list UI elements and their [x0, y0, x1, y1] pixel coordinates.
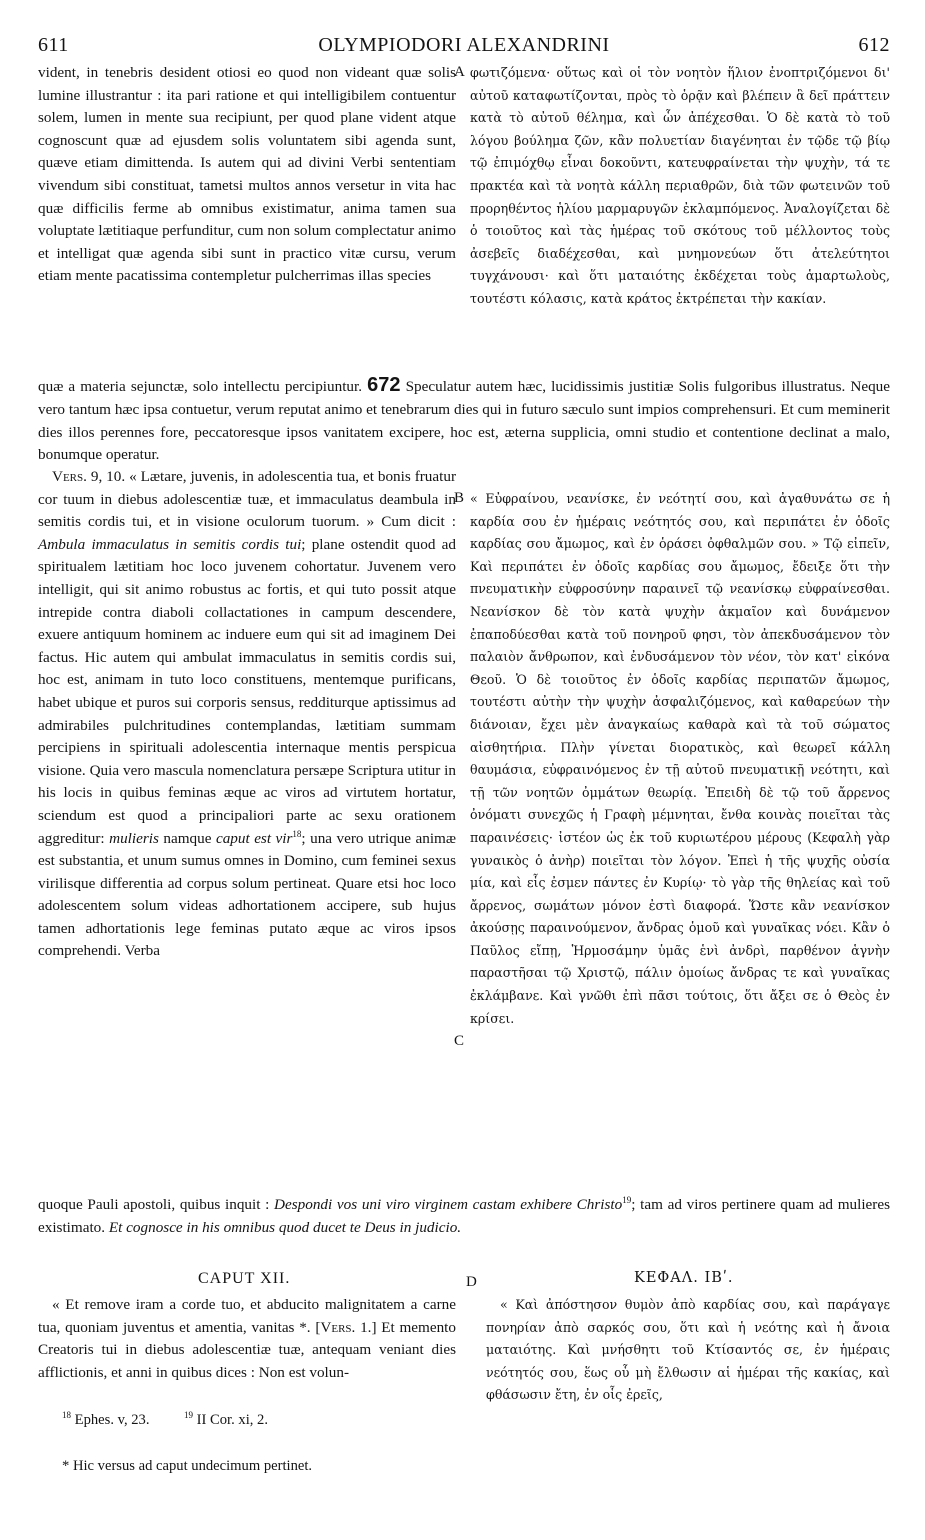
- greek-column-b: [470, 488, 890, 1194]
- running-head: [38, 34, 890, 60]
- vers-ref: 9, 10.: [86, 468, 130, 485]
- caput-latin-star: *: [294, 1318, 307, 1336]
- footnote-19: [184, 1412, 268, 1429]
- column-number-672: 672: [367, 374, 401, 396]
- latin-column-a: [38, 62, 456, 378]
- caput-latin-paragraph: [38, 1294, 456, 1384]
- caput-greek-paragraph: « Καὶ ἀπόστησον θυμὸν ἀπὸ καρδίας σου, καὶ παράγαγε πονηρίαν ἀπὸ σαρκός σου, ὅτι καὶ ἡ νεότης καὶ ἡ ἄνοια ματαιότης. Καὶ μνήσθητι τοῦ Κτίσαντός σε, ἐν ἡμέραις νεότητός σου, ἕως οὗ μὴ ἔλθωσιν αἱ ἡμέραι τῆς κακίας, καὶ φθάσωσιν ἔτη, ἐν οἷς ἐρεῖς,: [486, 1297, 890, 1403]
- latin-b-text-2: ; plane ostendit quod ad spiritualem lætitiam hoc loco juvenem cohortatur. Juvenem vero intelligit, qui sit animo robustus ac fortis, et qui tuto possit atque intrepide contra diaboli collactationes in campum descendere, exuere antiquum hominem ac induere eum qui sit ad imaginem Dei factus. Hic autem qui ambulat immaculatus in semitis cordis sui, hoc est, animam in tuto loco constituens, mentemque purificans, habet ubique et puros sui corporis sensus, redditurque aptissimus ad admirabiles pulchritudines contemplandas, lætitiam summam percipiens in spirituali adolescentia internaque mentis perspicua visione. Quia vero mascula nomenclatura persæpe Scriptura utitur in his locis in quibus feminas æque ac viros ad virtutem hortatur, sciendum est quod a principaliori parte ac sexu orationem aggreditur:: [38, 535, 456, 847]
- footnote-ref-19[interactable]: 19: [622, 1194, 632, 1205]
- section-marker-b: B: [454, 490, 465, 506]
- fullwidth-1-after: Speculatur autem hæc, lucidissimis justitiæ Solis fulgoribus illustratus. Neque vero tantum hæc ipsa contuetur, verum reputat animo et tenebrarum dies qui in futuro sæculo sunt impios comprehensuri. Et cum meminerit dies illos perennes fore, peccatoresque ipsos vanitatem excipere, hoc est, æterna supplicia, omni studio et contentione declinat a malo, bonumque operatur.: [38, 378, 891, 464]
- caput-latin-text-3: 1.] Et memento Creatoris tui in diebus adolescentiæ tuæ, antequam veniant dies afflictionis, et anni in quibus dices : Non est volun-: [38, 1318, 456, 1381]
- left-column-number: 611: [38, 34, 69, 56]
- footnote-19-text: II Cor. xi, 2.: [193, 1412, 268, 1428]
- latin-b-italic-2: mulieris: [109, 829, 159, 847]
- footnote-18: [62, 1412, 150, 1429]
- right-column-number: 612: [858, 34, 890, 56]
- footnote-18-text: Ephes. v, 23.: [71, 1412, 150, 1428]
- latin-paragraph-b: [38, 466, 456, 963]
- section-marker-d: D: [466, 1274, 477, 1290]
- section-marker-c: C: [454, 1033, 465, 1049]
- fullwidth-2-italic: Despondi vos uni viro virginem castam exhibere Christo: [274, 1196, 623, 1213]
- footnote-19-number: 19: [184, 1410, 193, 1421]
- section-marker-a: A: [454, 64, 465, 80]
- fullwidth-2-italic-2: Et cognosce in his omnibus quod ducet te Deus in judicio.: [108, 1218, 462, 1236]
- latin-b-text-1: « Lætare, juvenis, in adolescentia tua, et bonis fruatur cor tuum in diebus adolescentiæ tuæ, et immaculatus deambula in semitis cordis tui, et in visione oculorum tuorum. » Cum dicit :: [38, 468, 457, 531]
- fullwidth-2-mid: ; tam ad viros pertinere quam ad mulieres existimato.: [38, 1196, 890, 1236]
- footnote-ref-18[interactable]: 18: [292, 828, 302, 839]
- caput-latin-heading: CAPUT XII.: [198, 1270, 291, 1287]
- latin-b-text-3: namque: [158, 829, 216, 847]
- caput-greek-column: [486, 1294, 890, 1403]
- latin-b-italic-1: Ambula immaculatus in semitis cordis tui: [38, 535, 302, 553]
- caput-latin-text-2: . [: [306, 1318, 321, 1336]
- caput-latin-text-1: « Et remove iram a corde tuo, et abducito malignitatem a carne tua, quoniam juventus et amentia, vanitas: [38, 1296, 456, 1336]
- greek-column-a: [470, 62, 890, 378]
- footnote-star: * Hic versus ad caput undecimum pertinet.: [62, 1458, 313, 1474]
- fullwidth-2-before: quoque Pauli apostoli, quibus inquit :: [38, 1196, 275, 1213]
- vers-label: Vers.: [52, 468, 87, 485]
- greek-paragraph-a: φωτιζόμενα· οὕτως καὶ οἱ τὸν νοητὸν ἥλιον ἐνοπτριζόμενοι δι' αὐτοῦ καταφωτίζονται, πρὸς τὸ ὁρᾷν καὶ βλέπειν ἃ δεῖ πράττειν κατὰ τὸ αὐτοῦ θέλημα, καὶ ὧν ἀπέχεσθαι. Ὁ δὲ κατὰ τὸ τοῦ λόγου βούλημα ζῶν, κἂν πολυετίαν διαγένηται ἐν τῷδε τῷ βίῳ τῷ ἐπιμόχθῳ εἶναι δοκοῦντι, κατευφραίνεται τὴν ψυχὴν, τά τε πρακτέα καὶ τὰ νοητὰ κάλλη περιαθρῶν, διὰ τῶν φωτεινῶν τοῦ προρηθέντος ἡλίου μαρμαρυγῶν ἐκλαμπόμενος. Ἀναλογίζεται δὲ ὁ τοιοῦτος καὶ τὰς ἡμέρας τοῦ σκότους τοῦ μέλλοντος τοὺς ἀσεβεῖς διαδέχεσθαι, καὶ μνημονεύων ὅτι ἀτελεύτητοι τυγχάνουσι· καὶ ὅτι ματαιότης ἐκδέχεται τοὺς ἁμαρτωλοὺς, τουτέστι κόλασις, κατὰ κράτος ἐκτρέπεται τὴν κακίαν.: [470, 65, 890, 306]
- latin-fullwidth-1: [38, 374, 890, 466]
- caput-latin-column: [38, 1294, 456, 1386]
- latin-paragraph-a: vident, in tenebris desident otiosi eo quod non videant quæ solis lumine illustrantur : ita pari ratione et qui intelligibilem contuentur solem, lumen in mente sua recipiunt, per quod plane vident atque cognoscunt quæ ad ejusdem solis voluntatem sibi agenda sunt, quæve etiam dimittenda. Is autem qui ad divini Verbi sententiam vivendum sibi constituat, tametsi multos annos versetur in vita hac quæ difficilis ferme ab omnibus existimatur, anima tamen sua voluptate lætitiaque perfunditur, cum non solum complectatur animo et intelligat quæ agenda sibi sunt in practico vitæ cursu, verum etiam mente pacatissima contempletur pulcherrimas illas species: [38, 64, 456, 285]
- running-title: OLYMPIODORI ALEXANDRINI: [318, 34, 610, 56]
- footnote-18-number: 18: [62, 1410, 71, 1421]
- latin-column-b: [38, 466, 456, 1194]
- fullwidth-1-before: quæ a materia sejunctæ, solo intellectu percipiuntur.: [38, 378, 363, 395]
- latin-b-text-4: ; una vero utrique animæ est substantia, et unum sumus omnes in Domino, cum feminei sexus virilisque differentia ad corpus solum pertineat. Quare etsi hoc loco adolescentem solum videas adhortationem accipere, sub hujus tamen adhortationis lege feminas putato æque ac viros ipsos comprehendi. Verba: [38, 829, 457, 960]
- greek-paragraph-b: « Εὐφραίνου, νεανίσκε, ἐν νεότητί σου, καὶ ἀγαθυνάτω σε ἡ καρδία σου ἐν ἡμέραις νεότητός σου, καὶ περιπάτει ἐν ὁδοῖς καρδίας σου ἄμωμος, καὶ ἐν ὁράσει ὀφθαλμῶν σου. » Τῷ εἰπεῖν, Καὶ περιπάτει ἐν ὁδοῖς καρδίας σου ἄμωμος, ἔδειξε ὅτι τὴν πνευματικὴν εὐφροσύνην παραινεῖ τῷ νεανίσκῳ εὐφραίνεσθαι. Νεανίσκον δὲ τὸν κατὰ ψυχὴν ἀκμαῖον καὶ δυνάμενον ἐπαποδύεσθαι κατὰ τοῦ πονηροῦ φησι, τὸν ἀπεκδυσάμενον τὸν παλαιὸν ἄνθρωπον, καὶ ἐνδυσάμενον τὸν νέον, τὸν κατ' εἰκόνα Θεοῦ. Ὁ δὲ τοιοῦτος ἐν ὁδοῖς καρδίας περιπατῶν ἄμωμος, τουτέστι αὐτὴν τὴν ψυχὴν ἀσφαλιζόμενος, καὶ καθαρεύων τὴν διάνοιαν, ἔχει μὲν ἀναγκαίως καθαρὰ καὶ τὰ τοῦ σώματος αἰσθητήρια. Πλὴν γίνεται διορατικὸς, καὶ θεωρεῖ κάλλη θαυμάσια, εὐφραινόμενος ἐν τῇ αὐτοῦ πνευματικῇ νεότητι, καὶ τῇ τῶν νοητῶν ὀμμάτων θεωρίᾳ. Ἐπειδὴ δὲ τῷ τοῦ ἄρρενος ὀνόματι συνεχῶς ἡ Γραφὴ μέμνηται, ἔνθα κοινὰς ποιεῖται τὰς παραινέσεις· ἰστέον ὡς ἐκ τοῦ κυριωτέρου μέρους (Κεφαλὴ γὰρ γυναικὸς ὁ ἀνὴρ) ποιεῖται τὸν λόγον. Ἐπεὶ ἡ τῆς ψυχῆς οὐσία μία, καὶ εἷς ἐσμεν πάντες ἐν Κυρίῳ· τὸ γὰρ τῆς θηλείας καὶ τοῦ ἄρρενος, σωμάτων μόνον ἐστὶ διαφορά. Ὥστε κἂν νεανίσκον ἀκούσῃς παραινούμενον, ἄνδρας ὁμοῦ καὶ γυναῖκας νόει. Κἂν ὁ Παῦλος εἴπῃ, Ἡρμοσάμην ὑμᾶς ἑνὶ ἀνδρὶ, παρθένον ἁγνὴν παραστῆσαι τῷ Χριστῷ, πάλιν ὁμοίως ἄνδρας τε καὶ γυναῖκας ἐκλάμβανε. Καὶ γνῶθι ἐπὶ πᾶσι τούτοις, ὅτι ἄξει σε ὁ Θεὸς ἐν κρίσει.: [470, 491, 890, 1026]
- caput-greek-heading: ΚΕΦΑΛ. ΙΒʹ.: [634, 1270, 734, 1286]
- latin-fullwidth-2: [38, 1194, 890, 1264]
- latin-b-italic-3: caput est vir: [215, 829, 293, 847]
- caput-vers-label: Vers.: [320, 1318, 356, 1336]
